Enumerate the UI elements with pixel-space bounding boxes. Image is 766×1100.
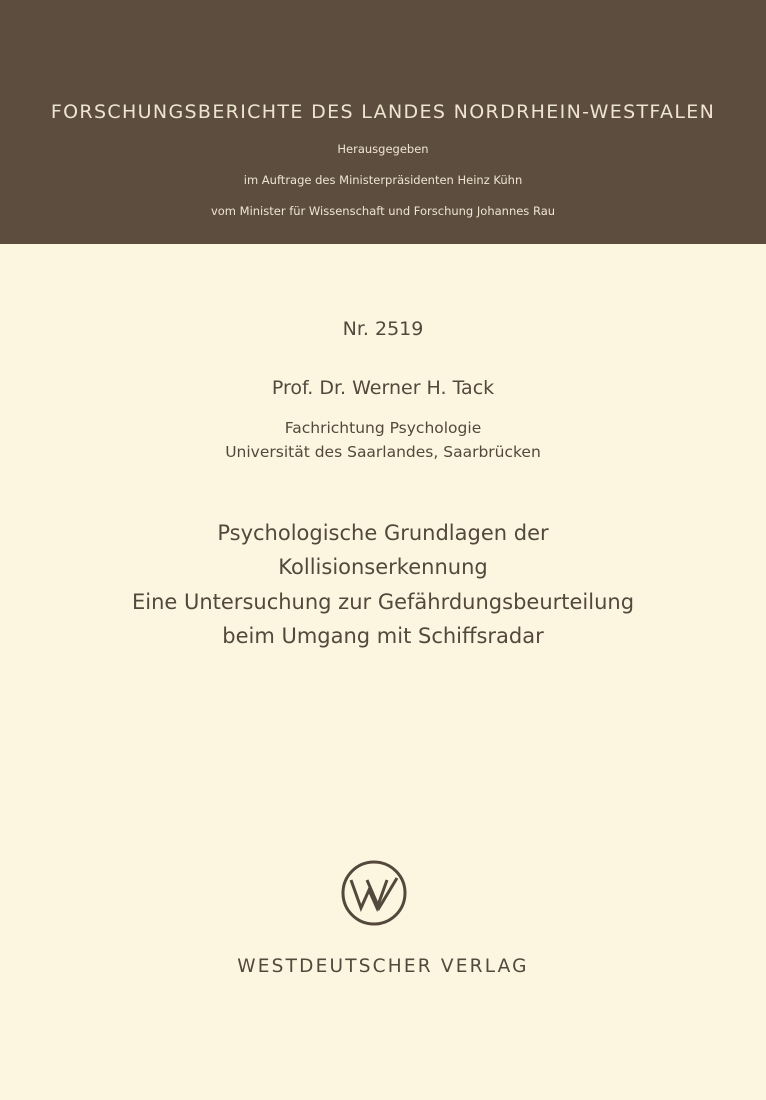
series-title: FORSCHUNGSBERICHTE DES LANDES NORDRHEIN-WESTFALEN [50, 101, 716, 123]
commission-line: im Auftrage des Ministerpräsidenten Heinz Kühn [243, 173, 523, 187]
minister-line: vom Minister für Wissenschaft und Forschung Johannes Rau [210, 204, 556, 218]
title-line-2: Kollisionserkennung [278, 555, 488, 579]
title-line-3: Eine Untersuchung zur Gefährdungsbeurteilung [131, 590, 635, 614]
report-number: Nr. 2519 [342, 318, 424, 340]
publisher-name: WESTDEUTSCHER VERLAG [237, 956, 529, 977]
title-line-1: Psychologische Grundlagen der [217, 521, 549, 545]
affiliation-department: Fachrichtung Psychologie [284, 419, 482, 437]
publisher-logo-icon [339, 858, 409, 928]
author-name: Prof. Dr. Werner H. Tack [271, 377, 495, 399]
editor-line: Herausgegeben [337, 142, 429, 156]
title-line-4: beim Umgang mit Schiffsradar [222, 624, 544, 648]
affiliation-university: Universität des Saarlandes, Saarbrücken [225, 443, 541, 461]
series-header-band [0, 0, 766, 244]
